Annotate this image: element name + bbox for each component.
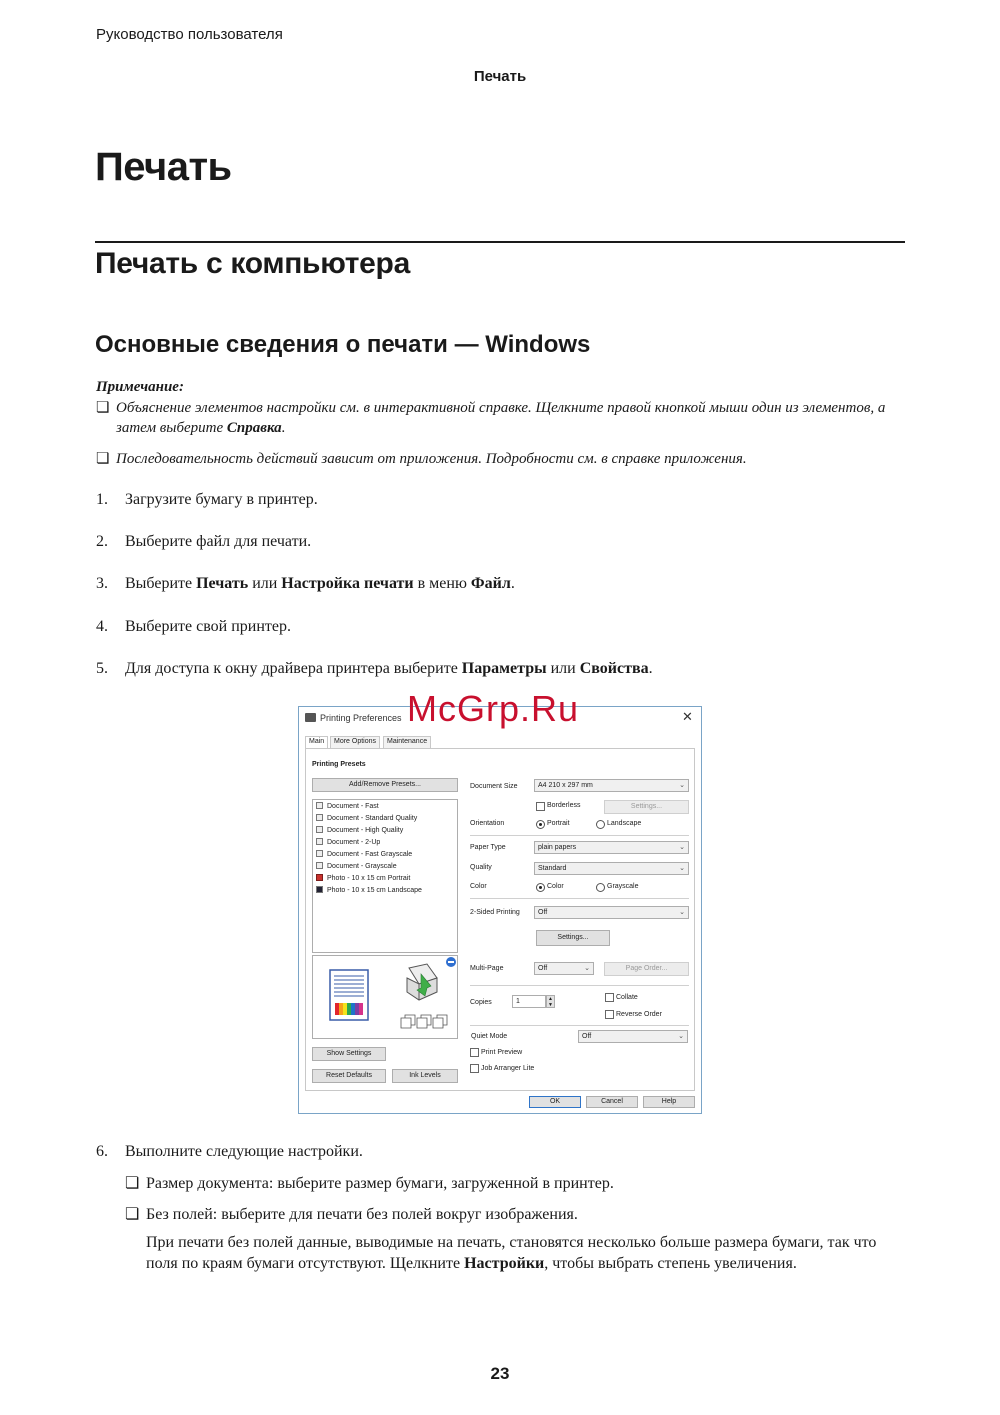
step-text: в меню (413, 575, 471, 592)
step-number: 1. (96, 491, 108, 508)
step-number: 5. (96, 660, 108, 677)
bullet-icon: ❏ (125, 1206, 140, 1223)
step-item (96, 616, 906, 638)
orientation-label: Orientation (470, 820, 505, 827)
paragraph-bold: Настройки (464, 1255, 545, 1272)
preset-label: Document - Fast Grayscale (327, 851, 413, 858)
bullet-icon: ❏ (96, 400, 110, 416)
document-size-label: Document Size (470, 783, 518, 790)
preset-label: Document - Fast (327, 803, 379, 810)
multi-page-label: Multi-Page (470, 965, 504, 972)
quality-label: Quality (470, 864, 492, 871)
photo-icon (316, 886, 323, 893)
portrait-radio[interactable] (536, 820, 545, 829)
document-size-value: A4 210 x 297 mm (538, 782, 593, 789)
cancel-button[interactable]: Cancel (586, 1096, 638, 1108)
printing-presets-label: Printing Presets (312, 761, 366, 768)
page-number: 23 (490, 1364, 510, 1383)
job-arranger-label: Job Arranger Lite (481, 1065, 535, 1072)
job-arranger-checkbox[interactable] (470, 1064, 479, 1073)
step-item (96, 489, 906, 511)
document-size-select[interactable] (534, 779, 689, 792)
step-item (96, 1141, 906, 1163)
reverse-order-label: Reverse Order (616, 1011, 662, 1018)
copies-value: 1 (516, 998, 520, 1005)
preview-illustration (313, 956, 459, 1040)
bullet-icon: ❏ (96, 451, 110, 467)
chevron-down-icon: ⌄ (679, 782, 685, 789)
chevron-down-icon: ⌄ (679, 865, 685, 872)
borderless-settings-button[interactable]: Settings... (604, 800, 689, 814)
two-sided-select[interactable] (534, 906, 689, 919)
quiet-mode-select[interactable] (578, 1030, 688, 1043)
printing-preferences-dialog (298, 706, 702, 1114)
note-text: Последовательность действий зависит от приложения. Подробности см. в справке приложения. (116, 451, 747, 467)
note-label: Примечание: (96, 379, 184, 395)
chevron-down-icon: ⌄ (679, 844, 685, 851)
divider (470, 835, 689, 836)
step-item (96, 658, 906, 680)
tab-more-options[interactable]: More Options (330, 736, 380, 748)
multi-page-select[interactable] (534, 962, 594, 975)
preset-item[interactable] (316, 826, 403, 837)
preset-label: Document - High Quality (327, 827, 404, 834)
step-bold: Файл (470, 575, 511, 592)
preset-item[interactable] (316, 838, 380, 849)
step-text: или (248, 575, 282, 592)
portrait-label: Portrait (547, 820, 570, 827)
step-item (96, 531, 906, 553)
step-text: . (510, 575, 515, 592)
ink-levels-button[interactable]: Ink Levels (392, 1069, 458, 1083)
chevron-down-icon: ⌄ (678, 1033, 684, 1040)
chapter-title: Печать (95, 145, 232, 189)
step-text: Выберите свой принтер. (125, 618, 291, 635)
step-text: Выберите (125, 575, 197, 592)
color-option-label: Color (547, 883, 564, 890)
document-icon (316, 814, 323, 821)
divider (470, 985, 689, 986)
preset-item[interactable] (316, 862, 397, 873)
help-button[interactable]: Help (643, 1096, 695, 1108)
document-icon (316, 862, 323, 869)
note-item (96, 398, 906, 438)
paper-type-value: plain papers (538, 844, 577, 851)
quality-select[interactable] (534, 862, 689, 875)
preset-label: Document - Grayscale (327, 863, 397, 870)
watermark: McGrp.Ru (407, 688, 580, 729)
document-icon (316, 826, 323, 833)
note-text: Объяснение элементов настройки см. в интерактивной справке. Щелкните правой кнопкой мыши один из элементов, а затем выберите (116, 400, 886, 436)
close-icon[interactable]: ✕ (682, 709, 693, 724)
color-radio[interactable] (536, 883, 545, 892)
page-order-button[interactable]: Page Order... (604, 962, 689, 976)
divider (470, 1025, 689, 1026)
tab-main[interactable]: Main (305, 736, 328, 749)
borderless-paragraph (146, 1232, 906, 1274)
document-icon (316, 838, 323, 845)
note-item (96, 449, 906, 469)
landscape-label: Landscape (607, 820, 642, 827)
step-text: . (648, 660, 653, 677)
presets-list (312, 799, 458, 953)
ok-button[interactable]: OK (529, 1096, 581, 1108)
paper-type-select[interactable] (534, 841, 689, 854)
multi-page-value: Off (538, 965, 548, 972)
dialog-title: Printing Preferences (320, 713, 402, 723)
quality-value: Standard (538, 865, 567, 872)
grayscale-label: Grayscale (607, 883, 639, 890)
subsection-title: Основные сведения о печати — Windows (95, 331, 591, 358)
step-text: или (546, 660, 580, 677)
copies-input[interactable] (512, 995, 546, 1008)
two-sided-settings-button[interactable]: Settings... (536, 930, 610, 946)
borderless-label: Borderless (547, 802, 581, 809)
preset-label: Photo - 10 x 15 cm Landscape (327, 887, 422, 894)
print-preview-checkbox[interactable] (470, 1048, 479, 1057)
preset-label: Document - Standard Quality (327, 815, 418, 822)
reverse-order-checkbox[interactable] (605, 1010, 614, 1019)
chevron-down-icon: ⌄ (679, 909, 685, 916)
add-remove-presets-button[interactable]: Add/Remove Presets... (312, 778, 458, 792)
step-bold: Параметры (461, 660, 547, 677)
preset-item[interactable] (316, 802, 379, 813)
document-icon (316, 802, 323, 809)
note-text-end: . (281, 420, 286, 436)
chevron-down-icon: ⌄ (584, 965, 590, 972)
step-text: Загрузите бумагу в принтер. (125, 491, 318, 508)
collate-checkbox[interactable] (605, 993, 614, 1002)
divider (470, 898, 689, 899)
step-number: 3. (96, 575, 108, 592)
borderless-checkbox[interactable] (536, 802, 545, 811)
color-label: Color (470, 883, 487, 890)
copies-stepper[interactable]: ▲ ▼ (546, 995, 555, 1008)
quiet-mode-value: Off (582, 1033, 592, 1040)
two-sided-label: 2-Sided Printing (470, 909, 520, 916)
step-bold: Печать (196, 575, 249, 592)
step-bold: Настройка печати (281, 575, 414, 592)
sub-item-text: Размер документа: выберите размер бумаги, загруженной в принтер. (146, 1175, 614, 1192)
step-number: 6. (96, 1143, 108, 1160)
preset-label: Document - 2-Up (327, 839, 381, 846)
running-head: Руководство пользователя (96, 26, 283, 43)
main-panel (305, 748, 695, 1091)
paragraph-text-end: , чтобы выбрать степень увеличения. (544, 1255, 797, 1272)
quiet-mode-label: Quiet Mode (471, 1033, 508, 1040)
paragraph-text: При печати без полей данные, выводимые на печать, становятся несколько больше размера бумаги, так что поля по краям бумаги отсутствуют. Щелкните (146, 1234, 877, 1272)
printer-icon (305, 713, 316, 722)
sub-item (125, 1173, 905, 1194)
document-icon (316, 850, 323, 857)
step-bold: Свойства (579, 660, 649, 677)
paper-type-label: Paper Type (470, 844, 506, 851)
section-header: Печать (473, 68, 527, 85)
print-preview-label: Print Preview (481, 1049, 523, 1056)
section-title: Печать с компьютера (95, 247, 410, 280)
tab-maintenance[interactable]: Maintenance (383, 736, 431, 748)
step-item (96, 573, 906, 595)
preset-item[interactable] (316, 850, 412, 861)
heading-rule (95, 241, 905, 243)
step-number: 4. (96, 618, 108, 635)
print-preview-area (312, 955, 458, 1039)
landscape-radio[interactable] (596, 820, 605, 829)
step-text: Для доступа к окну драйвера принтера выберите (125, 660, 462, 677)
collate-label: Collate (616, 994, 638, 1001)
show-settings-button[interactable]: Show Settings (312, 1047, 386, 1061)
step-text: Выполните следующие настройки. (125, 1143, 363, 1160)
two-sided-value: Off (538, 909, 548, 916)
sub-item-text: Без полей: выберите для печати без полей вокруг изображения. (146, 1206, 578, 1223)
step-text: Выберите файл для печати. (125, 533, 312, 550)
reset-defaults-button[interactable]: Reset Defaults (312, 1069, 386, 1083)
preset-label: Photo - 10 x 15 cm Portrait (327, 875, 411, 882)
preset-item[interactable] (316, 874, 410, 885)
grayscale-radio[interactable] (596, 883, 605, 892)
step-number: 2. (96, 533, 108, 550)
preset-item[interactable] (316, 814, 417, 825)
copies-label: Copies (470, 999, 492, 1006)
bullet-icon: ❏ (125, 1175, 140, 1192)
photo-icon (316, 874, 323, 881)
preset-item[interactable] (316, 886, 422, 897)
note-bold: Справка (226, 420, 282, 436)
sub-item (125, 1204, 905, 1225)
